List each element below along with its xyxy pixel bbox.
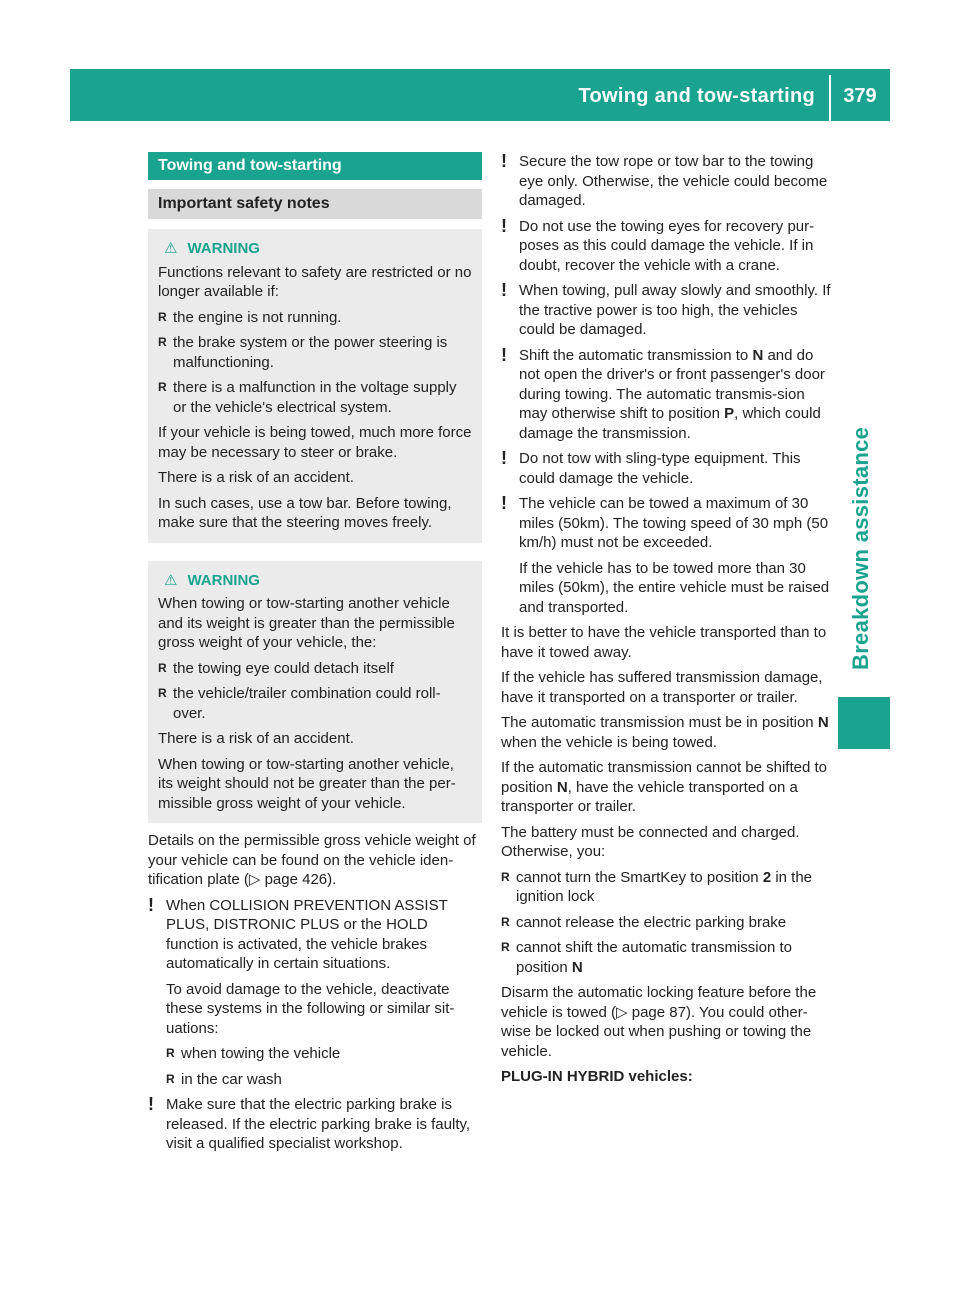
list-item: R the brake system or the power steering is malfunctioning. [158, 333, 472, 372]
paragraph: If your vehicle is being towed, much more force may be necessary to steer or brake. [158, 424, 472, 461]
left-column [148, 152, 482, 1160]
note-text: The vehicle can be towed a maximum of 30 miles (50km). The towing speed of 30 mph (50 km/h) must not be exceeded. [519, 495, 829, 551]
exclamation-icon: ! [501, 493, 507, 513]
position-letter: N [556, 778, 568, 796]
exclamation-icon: ! [501, 280, 507, 300]
paragraph: When towing or tow-starting another vehicle, its weight should not be greater than the per-missible gross weight of your vehicle. [158, 755, 456, 812]
text-run: The automatic transmission must be in position [501, 714, 818, 731]
list-item: R the towing eye could detach itself [158, 659, 472, 679]
paragraph: Disarm the automatic locking feature before the vehicle is towed (▷ page 87). You could other-wise be locked out when pushing or towing the vehicle. [501, 984, 817, 1060]
note-block [501, 217, 835, 276]
note-block [501, 152, 835, 211]
subsection-title: Important safety notes [148, 189, 482, 219]
text-run: , have the vehicle transported on a transporter or trailer. [501, 778, 798, 815]
list-item: R there is a malfunction in the voltage supply or the vehicle's electrical system. [158, 378, 472, 417]
note-text: When towing, pull away slowly and smoothly. If the tractive power is too high, the vehicles could be damaged. [519, 282, 831, 338]
exclamation-icon: ! [501, 448, 507, 468]
note-block [148, 1095, 482, 1154]
header-title: Towing and tow-starting [578, 85, 815, 107]
list-item: R the vehicle/trailer combination could roll-over. [158, 684, 472, 723]
position-number: 2 [762, 868, 772, 886]
note-block [501, 346, 835, 444]
exclamation-icon: ! [501, 215, 507, 236]
list-item [501, 868, 835, 907]
list-item: R cannot release the electric parking brake [501, 913, 835, 933]
position-letter: P [724, 405, 735, 422]
paragraph: In such cases, use a tow bar. Before towing, make sure that the steering moves freely. [158, 494, 452, 531]
list-item: R in the car wash [166, 1070, 482, 1090]
warning-intro: When towing or tow-starting another vehicle and its weight is greater than the permissible gross weight of your vehicle, the: [158, 595, 455, 651]
note-block [501, 494, 835, 617]
paragraph: There is a risk of an accident. [158, 469, 354, 486]
exclamation-icon: ! [501, 151, 507, 171]
text-run: , which could damage the transmission. [519, 405, 821, 442]
note-text: Make sure that the electric parking brake is released. If the electric parking brake is faulty, visit a qualified specialist workshop. [166, 1096, 471, 1152]
text-run: cannot shift the automatic transmission to position [516, 939, 792, 976]
position-letter: N [752, 346, 764, 364]
warning-label: WARNING [187, 240, 260, 257]
warning-box-2 [148, 561, 482, 824]
note-block [501, 281, 835, 340]
position-letter: N [817, 714, 829, 731]
paragraph: There is a risk of an accident. [158, 730, 354, 747]
note-text: If the vehicle has to be towed more than 30 miles (50km), the entire vehicle must be raised and transported. [519, 559, 830, 616]
paragraph: It is better to have the vehicle transported than to have it towed away. [501, 624, 827, 661]
exclamation-icon: ! [148, 894, 154, 915]
note-block [148, 896, 482, 1090]
warning-triangle-icon: ⚠ [164, 571, 178, 589]
list-item: R when towing the vehicle [166, 1044, 482, 1064]
paragraph [501, 758, 835, 817]
paragraph: Details on the permissible gross vehicle weight of your vehicle can be found on the vehicle iden-tification plate (▷ page 426). [148, 832, 476, 888]
paragraph-heading: PLUG-IN HYBRID vehicles: [501, 1068, 693, 1085]
side-tab-label: Breakdown assistance [848, 426, 873, 670]
text-run: in the ignition lock [516, 868, 813, 905]
paragraph: The battery must be connected and charged. Otherwise, you: [501, 823, 800, 860]
warning-box-1 [148, 229, 482, 543]
position-letter: N [571, 958, 583, 976]
warning-heading [158, 571, 472, 591]
right-column [501, 152, 835, 1093]
note-text: When COLLISION PREVENTION ASSIST PLUS, DISTRONIC PLUS or the HOLD function is activated, the vehicle brakes automatically in certain situations. [166, 896, 448, 972]
side-tab-marker [838, 697, 890, 749]
exclamation-icon: ! [501, 344, 507, 365]
warning-heading [158, 239, 472, 259]
text-run: Shift the automatic transmission to [519, 346, 753, 364]
page-header [70, 69, 890, 121]
note-text [519, 347, 825, 442]
text-run: and do not open the driver's or front passenger's door during towing. The automatic transmis-sion may otherwise shift to position [519, 346, 825, 422]
note-block [501, 449, 835, 488]
note-text: To avoid damage to the vehicle, deactivate these systems in the following or similar sit-uations: [166, 980, 455, 1037]
text-run: cannot turn the SmartKey to position [516, 868, 763, 886]
warning-triangle-icon: ⚠ [164, 240, 178, 257]
header-divider [829, 75, 831, 121]
note-text: Do not use the towing eyes for recovery pur-poses as this could damage the vehicle. If in doubt, recover the vehicle with a crane. [519, 217, 815, 274]
text-run: If the automatic transmission cannot be shifted to position [501, 759, 828, 796]
warning-label: WARNING [187, 571, 260, 589]
paragraph: If the vehicle has suffered transmission damage, have it transported on a transporter or trailer. [501, 669, 823, 706]
note-text: Do not tow with sling-type equipment. This could damage the vehicle. [519, 450, 801, 487]
text-run: when the vehicle is being towed. [501, 733, 717, 751]
list-item: R the engine is not running. [158, 308, 472, 328]
page-number: 379 [843, 85, 877, 107]
section-title: Towing and tow-starting [148, 152, 482, 180]
paragraph [501, 713, 835, 752]
note-text: Secure the tow rope or tow bar to the towing eye only. Otherwise, the vehicle could become damaged. [519, 153, 828, 209]
exclamation-icon: ! [148, 1094, 154, 1114]
warning-intro: Functions relevant to safety are restricted or no longer available if: [158, 263, 472, 300]
list-item [501, 938, 835, 977]
